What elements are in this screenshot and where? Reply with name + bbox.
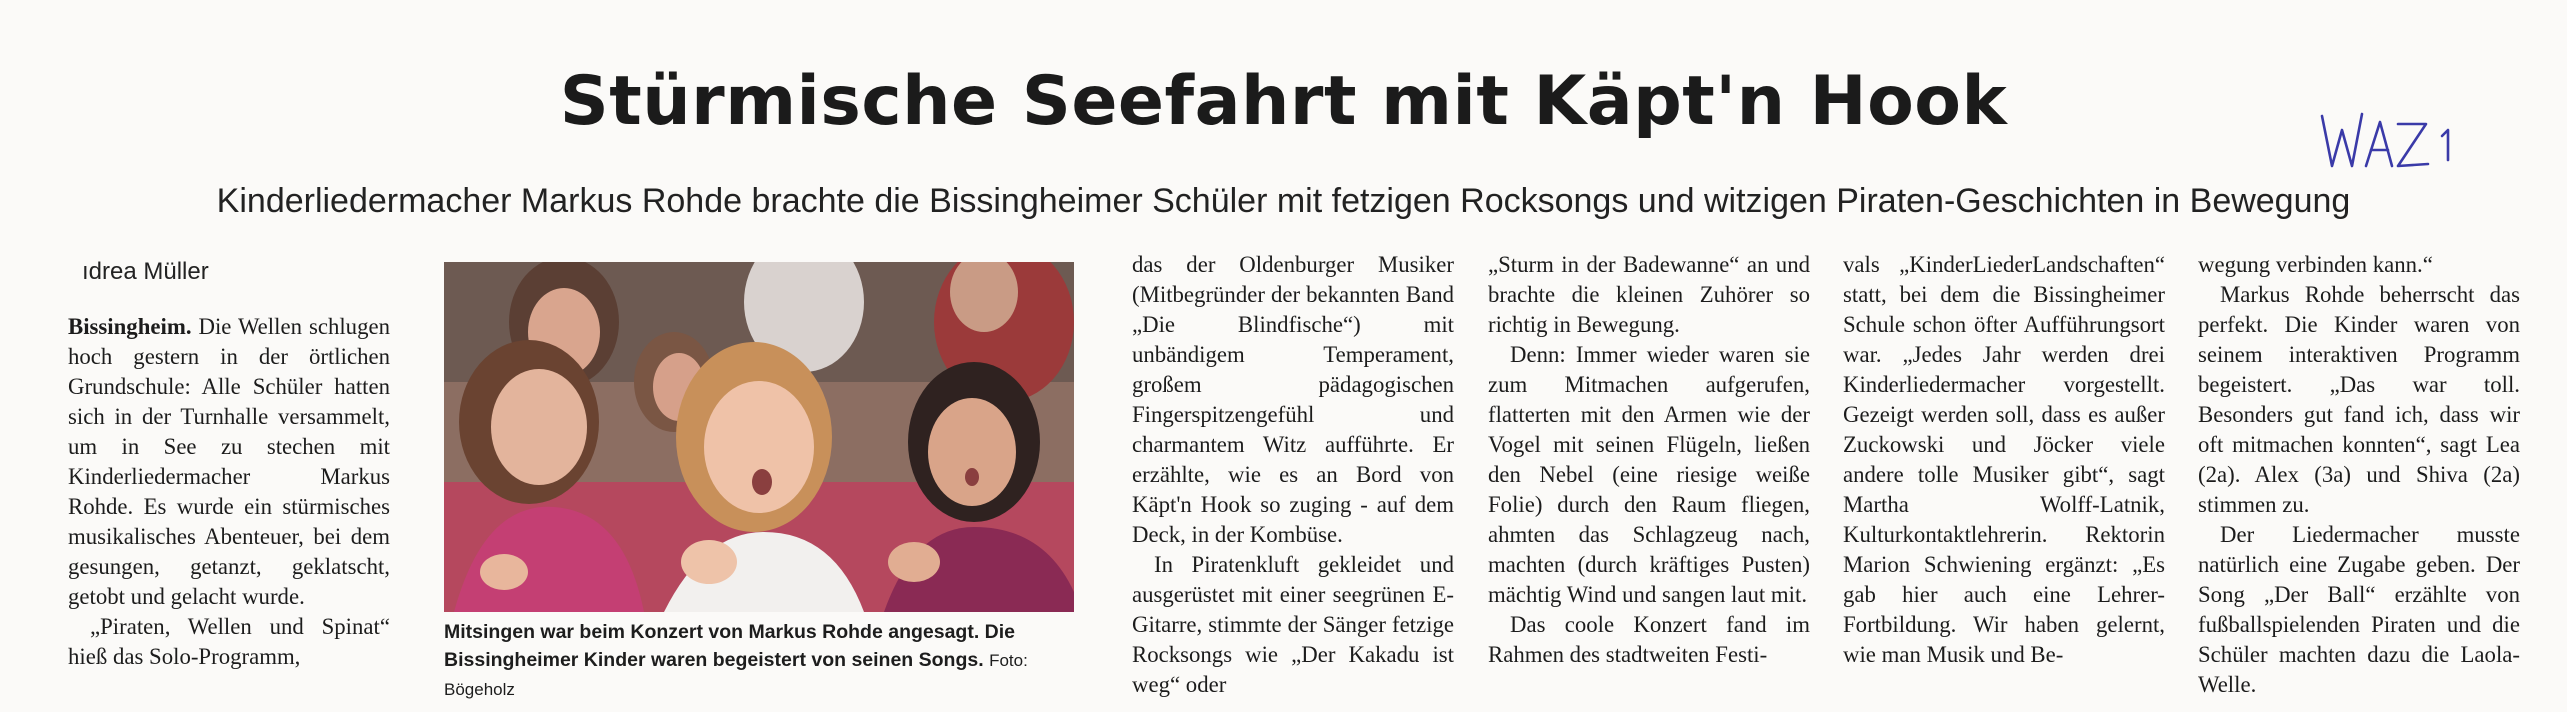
children-singing-illustration xyxy=(444,262,1074,612)
article-column-4 xyxy=(1843,250,2165,670)
column-text: Der Liedermacher musste natürlich eine Zugabe geben. Der Song „Der Ball“ erzählte von fußballspielenden Piraten und die Schüler machten dazu die Laola-Welle. xyxy=(2198,522,2520,697)
concert-photo xyxy=(444,262,1074,612)
author-byline: ıdrea Müller xyxy=(82,258,209,285)
column-text: Die Wellen schlugen hoch gestern in der örtlichen Grundschule: Alle Schüler hatten sich in der Turnhalle versammelt, um in See zu stechen mit Kinderliedermacher Markus Rohde. Es wurde ein stürmisches musikalisches Abenteuer, bei dem gesungen, getanzt, geklatscht, getobt und gelacht wurde. xyxy=(68,314,390,609)
article-column-1 xyxy=(68,312,390,672)
handwritten-waz-note xyxy=(2318,108,2458,178)
column-text: vals „KinderLiederLandschaften“ statt, bei dem die Bissingheimer Schule schon öfter Aufführungsort war. „Jedes Jahr werden drei Kinderliedermacher vorgestellt. Gezeigt werden soll, dass es außer Zuckowski und Jöcker viele andere tolle Musiker gibt“, sagt Martha Wolff-Latnik, Kulturkontaktlehrerin. Rektorin Marion Schwiening ergänzt: „Es gab hier auch eine Lehrer-Fortbildung. Wir haben gelernt, wie man Musik und Be- xyxy=(1843,252,2165,667)
column-text: das der Oldenburger Musiker (Mitbegründer der bekannten Band „Die Blindfische“) mit unbändigem Temperament, großem pädagogischen Fingerspitzengefühl und charmantem Witz aufführte. Er erzählte, wie es an Bord von Käpt'n Hook so zuging - auf dem Deck, in der Kombüse. xyxy=(1132,252,1454,547)
photo-caption xyxy=(444,618,1084,704)
column-text: „Sturm in der Badewanne“ an und brachte die kleinen Zuhörer so richtig in Bewegung. xyxy=(1488,252,1810,337)
photo-credit: Foto: Bögeholz xyxy=(444,651,1028,699)
article-column-5 xyxy=(2198,250,2520,700)
dateline: Bissingheim. xyxy=(68,314,192,339)
column-text: Markus Rohde beherrscht das perfekt. Die Kinder waren von seinem interaktiven Programm begeistert. „Das war toll. Besonders gut fand ich, dass wir oft mitmachen konnten“, sagt Lea (2a). Alex (3a) und Shiva (2a) stimmen zu. xyxy=(2198,282,2520,517)
caption-text: Mitsingen war beim Konzert von Markus Rohde angesagt. Die Bissingheimer Kinder waren begeistert von seinen Songs. xyxy=(444,621,1016,671)
column-text: Das coole Konzert fand im Rahmen des stadtweiten Festi- xyxy=(1488,612,1810,667)
column-text: „Piraten, Wellen und Spinat“ hieß das Solo-Programm, xyxy=(68,614,390,669)
column-text: Denn: Immer wieder waren sie zum Mitmachen aufgerufen, flatterten mit den Armen wie der Vogel mit seinen Flügeln, ließen den Nebel (eine riesige weiße Folie) durch den Raum fliegen, ahmten das Schlagzeug nach, machten (durch kräftiges Pusten) mächtig Wind und sangen laut mit. xyxy=(1488,342,1810,607)
headline: Stürmische Seefahrt mit Käpt'n Hook xyxy=(559,62,2008,141)
column-text: wegung verbinden kann.“ xyxy=(2198,252,2433,277)
column-text: In Piratenkluft gekleidet und ausgerüstet mit einer seegrünen E-Gitarre, stimmte der Sänger fetzige Rocksongs wie „Der Kakadu ist weg“ oder xyxy=(1132,552,1454,697)
subheadline: Kinderliedermacher Markus Rohde brachte die Bissingheimer Schüler mit fetzigen Rocksongs und witzigen Piraten-Geschichten in Bewegung xyxy=(216,182,2351,220)
article-column-2 xyxy=(1132,250,1454,700)
article-column-3 xyxy=(1488,250,1810,670)
